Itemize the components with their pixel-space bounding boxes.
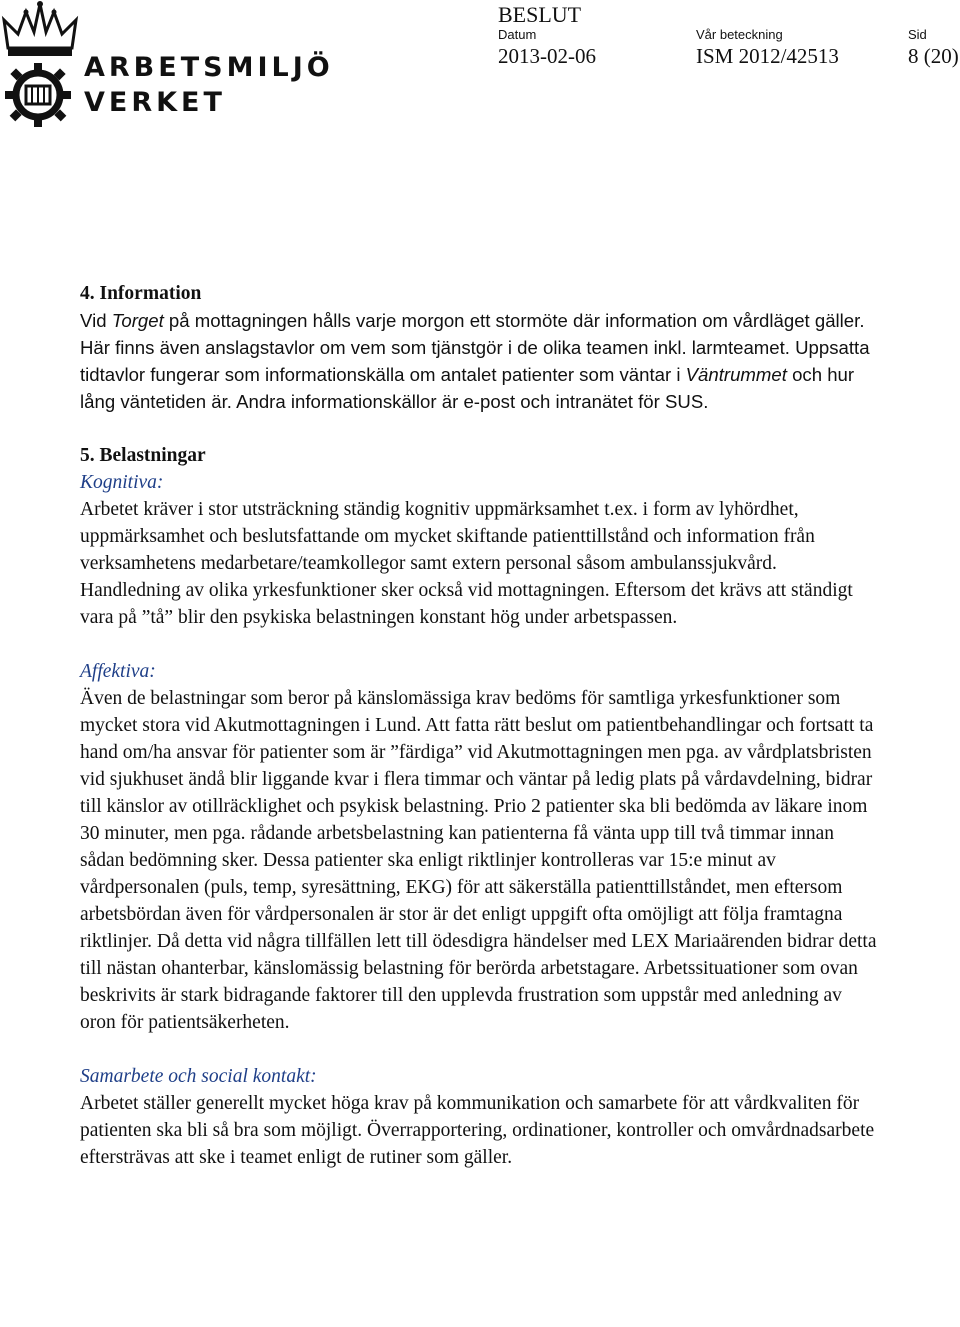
kognitiva-subheading: Kognitiva: [80,472,164,493]
reference-label: Vår beteckning [696,27,783,42]
date-value: 2013-02-06 [498,44,596,68]
section-4-italic-torget: Torget [111,310,164,331]
samarbete-paragraph: Arbetet ställer generellt mycket höga krav på kommunikation och samarbete för att vårdkvaliten för patienten ska bli så bra som möjligt. Överrapportering, ordinationer, kontroller och omvårdnadsarbete eftersträvas att ske i teamet enligt de rutiner som gäller. [80,1093,875,1168]
section-5-heading: 5. Belastningar [80,445,206,466]
agency-logo [0,0,360,130]
section-4-text-mid: på mottagningen hålls varje morgon ett stormöte där information om vårdläget gäller. Här finns även anslagstavlor om vem som tjänstgör i de olika teamen inkl. larmteamet. Uppsatta tidtavlor fungerar som informationskälla om antalet patienter som väntar i [80,310,870,385]
document-body [80,280,880,1171]
section-4-paragraph [80,307,880,415]
page-label: Sid [908,27,927,42]
section-4-text-pre: Vid [80,310,112,331]
affektiva-subheading: Affektiva: [80,661,156,682]
samarbete-subheading: Samarbete och social kontakt: [80,1066,317,1087]
section-4-italic-vantrummet: Väntrummet [685,364,787,385]
document-type: BESLUT [498,2,582,27]
kognitiva-paragraph: Arbetet kräver i stor utsträckning ständig kognitiv uppmärksamhet t.ex. i form av lyhördhet, uppmärksamhet och beslutsfattande om mycket skiftande patienttillstånd och information från verksamhetens medarbetare/teamkollegor samt extern personal såsom ambulanssjukvård. Handledning av olika yrkesfunktioner sker också vid mottagningen. Eftersom det krävs att ständigt vara på ”tå” blir den psykiska belastningen konstant hög under arbetspassen. [80,499,853,628]
page-number: 8 (20) [908,44,959,68]
section-4-heading: 4. Information [80,283,202,304]
date-label: Datum [498,27,537,42]
section-4-text-post: och hur lång väntetiden är. Andra informationskällor är e-post och intranätet för SUS. [80,364,855,412]
affektiva-paragraph: Även de belastningar som beror på känslomässiga krav bedöms för samtliga yrkesfunktioner som mycket stora vid Akutmottagningen i Lund. Att fatta rätt beslut om patientbehandlingar och fortsatt ta hand om/ha ansvar för patienter som är ”färdiga” vid Akutmottagningen men pga. av vårdplatsbristen vid sjukhuset ändå blir liggande kvar i flera timmar och väntar på ledig plats på vårdavdelning, bidrar till känslor av otillräcklighet och psykisk belastning. Prio 2 patienter ska bli bedömda av läkare inom 30 minuter, men pga. rådande arbetsbelastning kan patienterna få vänta upp till två timmar innan sådan bedömning sker. Dessa patienter ska enligt riktlinjer kontrolleras var 15:e minut av vårdpersonalen (puls, temp, syresättning, EKG) för att säkerställa patienttillståndet, men eftersom arbetsbördan även för vårdpersonalen är stor är det enligt uppgift ofta omöjligt att följa framtagna riktlinjer. Då detta vid några tillfällen lett till ödesdigra händelser med LEX Mariaärenden bidrar detta till nästan ohanterbar, känslomässig belastning för berörda arbetstagare. Arbetssituationer som ovan beskrivits är stark bidragande faktorer till den upplevda frustration som uppstår med anledning av oron för patientsäkerheten. [80,688,877,1033]
reference-value: ISM 2012/42513 [696,44,839,68]
logo-text-line1: ARBETSMILJÖ [84,52,334,83]
gear-emblem-icon [2,62,74,128]
logo-text-line2: VERKET [84,87,226,118]
crown-emblem-icon [0,0,80,60]
